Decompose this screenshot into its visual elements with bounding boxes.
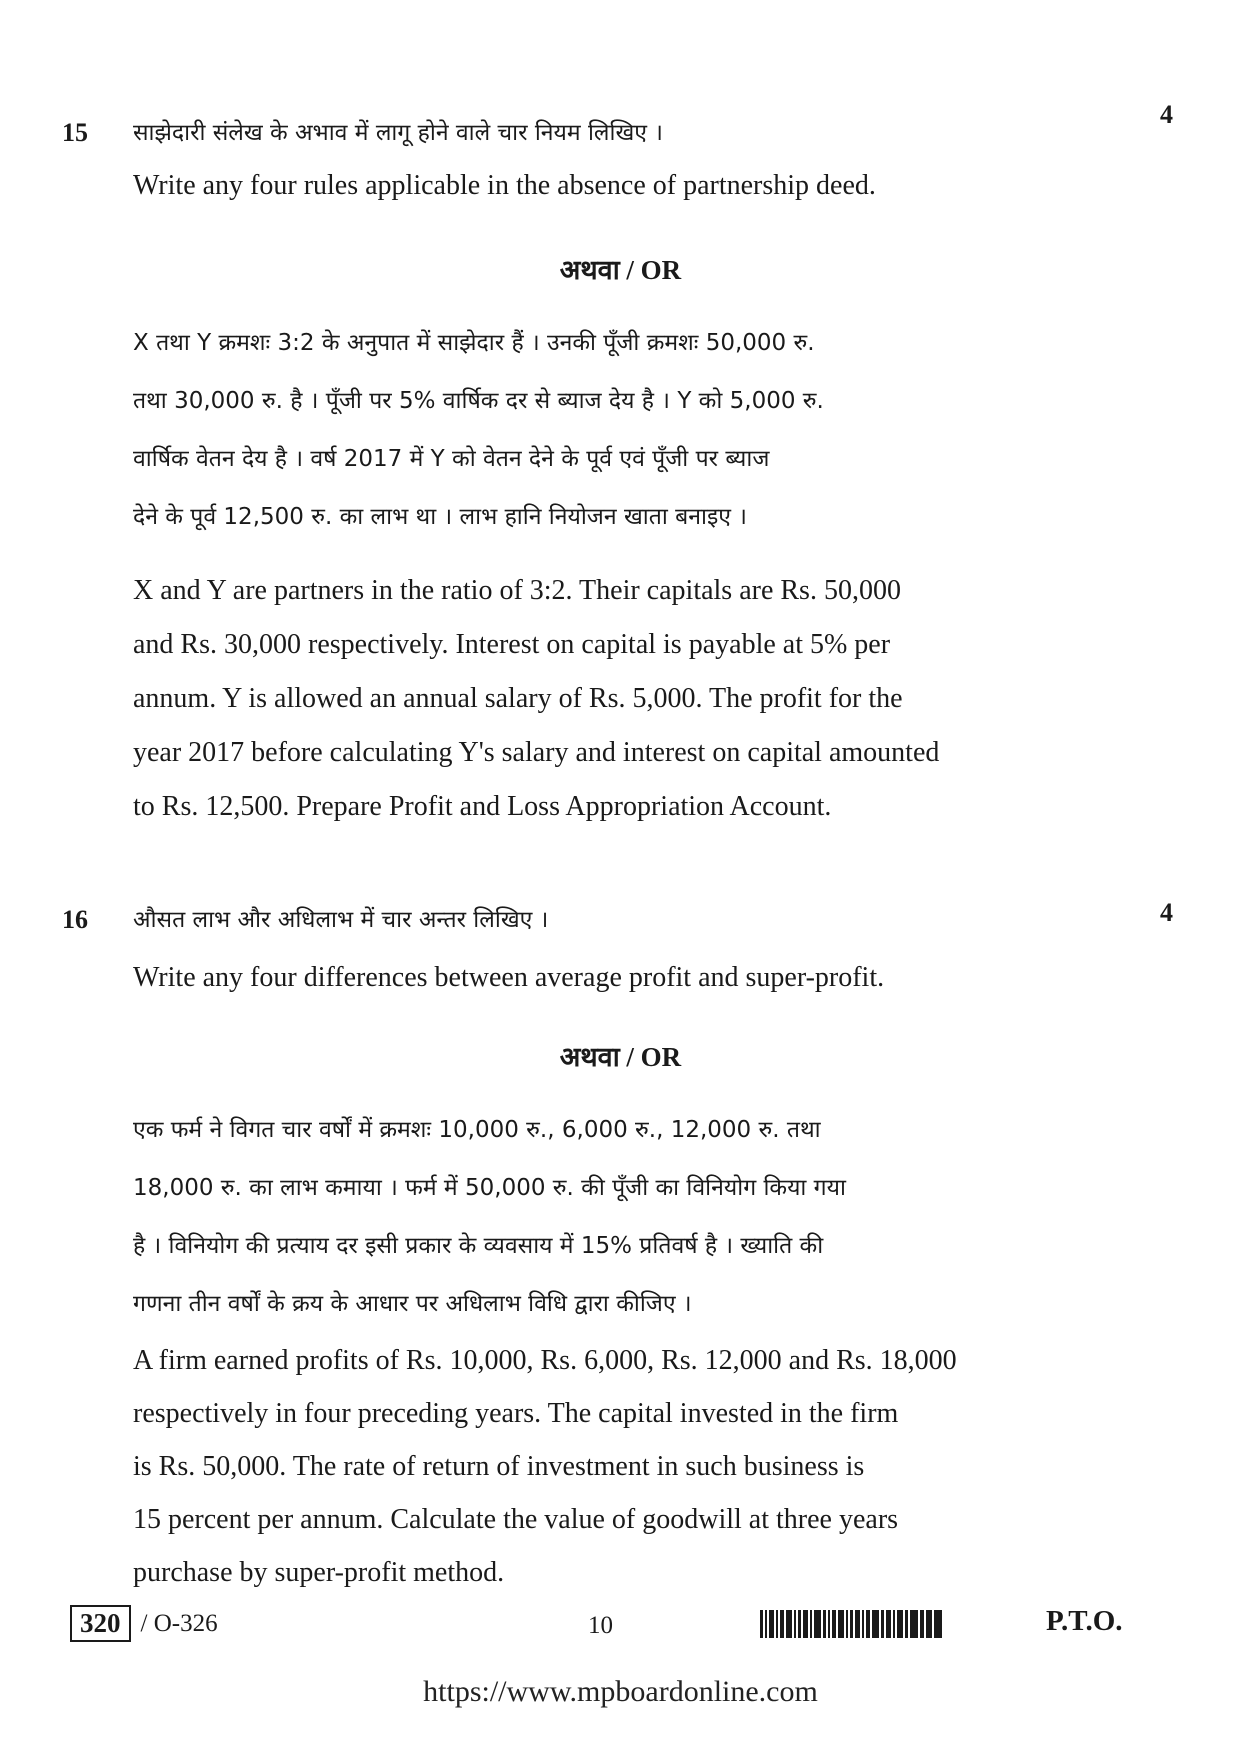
q15-english-alt-line: and Rs. 30,000 respectively. Interest on capital is payable at 5% per [133, 629, 891, 660]
q15-english-alt-line: to Rs. 12,500. Prepare Profit and Loss Appropriation Account. [133, 791, 832, 822]
q15-english-question: Write any four rules applicable in the absence of partnership deed. [133, 170, 876, 201]
q16-or-separator: अथवा / OR [559, 1042, 682, 1072]
paper-code-suffix: / O-326 [140, 1609, 218, 1637]
q16-hindi-alt-line: है । विनियोग की प्रत्याय दर इसी प्रकार के व्यवसाय में 15% प्रतिवर्ष है । ख्याति की [133, 1233, 824, 1259]
question-marks-15: 4 [1160, 100, 1173, 129]
q16-hindi-alt-line: गणना तीन वर्षों के क्रय के आधार पर अधिलाभ विधि द्वारा कीजिए । [133, 1291, 692, 1317]
q15-hindi-question: साझेदारी संलेख के अभाव में लागू होने वाले चार नियम लिखिए । [133, 120, 664, 146]
q16-hindi-alt-line: एक फर्म ने विगत चार वर्षों में क्रमशः 10,000 रु., 6,000 रु., 12,000 रु. तथा [133, 1117, 821, 1143]
q15-hindi-alt-line: तथा 30,000 रु. है । पूँजी पर 5% वार्षिक दर से ब्याज देय है । Y को 5,000 रु. [133, 388, 824, 414]
q16-english-alt-line: A firm earned profits of Rs. 10,000, Rs. 6,000, Rs. 12,000 and Rs. 18,000 [133, 1345, 957, 1376]
question-number-16: 16 [62, 905, 88, 934]
q16-english-alt-line: purchase by super-profit method. [133, 1557, 505, 1588]
q16-english-alt-line: respectively in four preceding years. The capital invested in the firm [133, 1398, 899, 1429]
question-number-15: 15 [62, 118, 88, 147]
q16-english-alt-line: 15 percent per annum. Calculate the value of goodwill at three years [133, 1504, 899, 1535]
q15-hindi-alt-line: देने के पूर्व 12,500 रु. का लाभ था । लाभ हानि नियोजन खाता बनाइए । [133, 504, 747, 530]
paper-code-footer [70, 1605, 218, 1642]
pto-label: P.T.O. [1046, 1605, 1123, 1637]
q15-hindi-alt-line: वार्षिक वेतन देय है । वर्ष 2017 में Y को वेतन देने के पूर्व एवं पूँजी पर ब्याज [133, 446, 770, 472]
q15-hindi-alt-line: X तथा Y क्रमशः 3:2 के अनुपात में साझेदार हैं । उनकी पूँजी क्रमशः 50,000 रु. [133, 330, 815, 356]
page-number: 10 [588, 1612, 613, 1639]
paper-code-box: 320 [70, 1605, 131, 1642]
q16-english-alt-line: is Rs. 50,000. The rate of return of investment in such business is [133, 1451, 865, 1482]
q15-or-separator: अथवा / OR [559, 255, 682, 285]
q15-english-alt-line: annum. Y is allowed an annual salary of Rs. 5,000. The profit for the [133, 683, 903, 714]
q16-english-question: Write any four differences between average profit and super-profit. [133, 962, 885, 993]
q15-english-alt-line: year 2017 before calculating Y's salary and interest on capital amounted [133, 737, 940, 768]
q16-hindi-question: औसत लाभ और अधिलाभ में चार अन्तर लिखिए । [133, 907, 549, 933]
q15-english-alt-line: X and Y are partners in the ratio of 3:2. Their capitals are Rs. 50,000 [133, 575, 901, 606]
q16-hindi-alt-line: 18,000 रु. का लाभ कमाया । फर्म में 50,000 रु. की पूँजी का विनियोग किया गया [133, 1175, 846, 1201]
barcode-graphic [760, 1610, 1020, 1638]
question-marks-16: 4 [1160, 898, 1173, 927]
website-url: https://www.mpboardonline.com [423, 1675, 818, 1708]
